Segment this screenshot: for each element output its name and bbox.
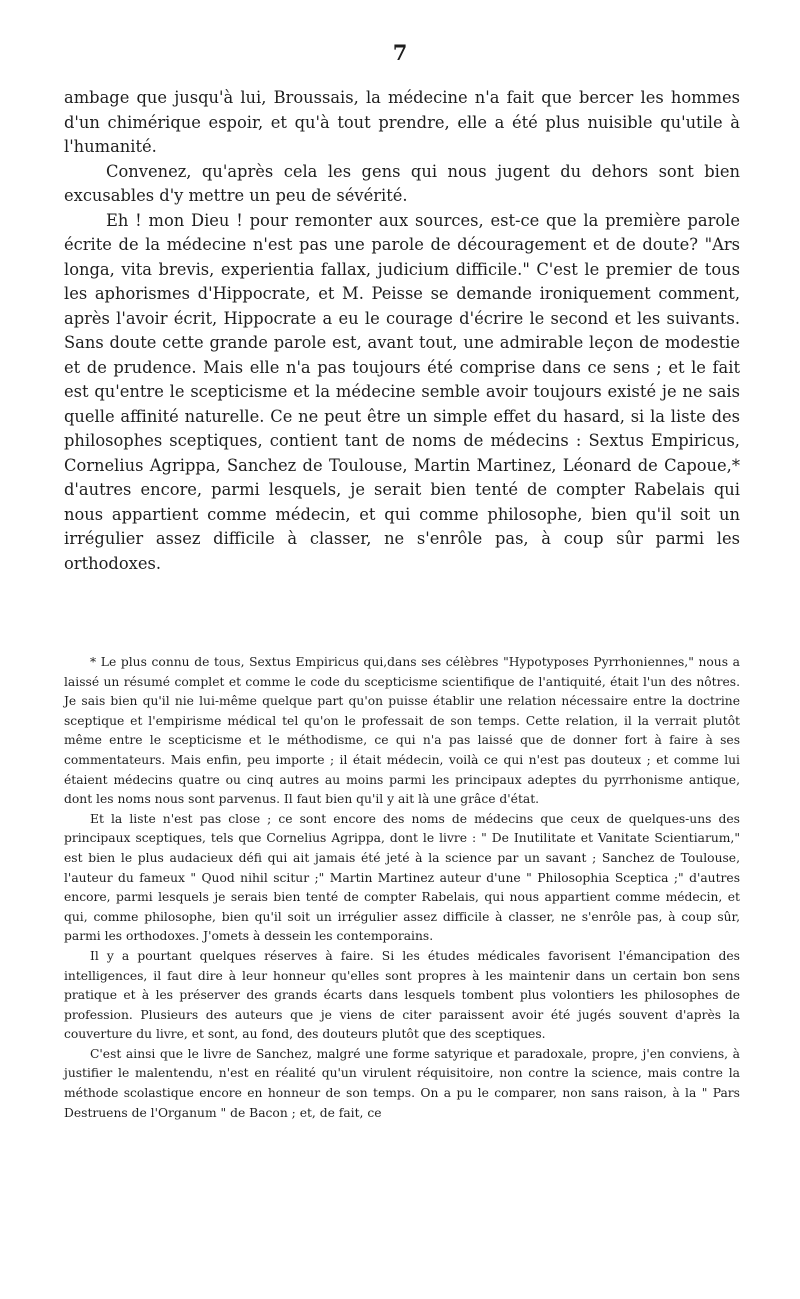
- page-number: 7: [392, 40, 408, 65]
- paragraph: Convenez, qu'après cela les gens qui nous jugent du dehors sont bien excusables d'y mettre un peu de sévérité.: [64, 161, 740, 205]
- footnote-paragraph: Il y a pourtant quelques réserves à faire. Si les études médicales favorisent l'émancipation des intelligences, il faut dire à leur honneur qu'elles sont propres à les maintenir dans un certain bon sens pratique et à les préserver des grands écarts dans lesquels tombent plus volontiers les philosophes de profession. Plusieurs des auteurs que je viens de citer paraissent avoir été jugés souvent d'après la couverture du livre, et sont, au fond, des douteurs plutôt que des sceptiques.: [64, 948, 740, 1042]
- main-text: [64, 86, 740, 576]
- footnote-section: [64, 653, 740, 1123]
- paragraph: ambage que jusqu'à lui, Broussais, la médecine n'a fait que bercer les hommes d'un chimérique espoir, et qu'à tout prendre, elle a été plus nuisible qu'utile à l'humanité.: [64, 88, 740, 156]
- paragraph: Eh ! mon Dieu ! pour remonter aux sources, est-ce que la première parole écrite de la médecine n'est pas une parole de découragement et de doute? "Ars longa, vita brevis, experientia fallax, judicium difficile." C'est le premier de tous les aphorismes d'Hippocrate, et M. Peisse se demande ironiquement comment, après l'avoir écrit, Hippocrate a eu le courage d'écrire le second et les suivants. Sans doute cette grande parole est, avant tout, une admirable leçon de modestie et de prudence. Mais elle n'a pas toujours été comprise dans ce sens ; et le fait est qu'entre le scepticisme et la médecine semble avoir toujours existé je ne sais quelle affinité naturelle. Ce ne peut être un simple effet du hasard, si la liste des philosophes sceptiques, contient tant de noms de médecins : Sextus Empiricus, Cornelius Agrippa, Sanchez de Toulouse, Martin Martinez, Léonard de Capoue,* d'autres encore, parmi lesquels, je serait bien tenté de compter Rabelais qui nous appartient comme médecin, et qui comme philosophe, bien qu'il soit un irrégulier assez difficile à classer, ne s'enrôle pas, à coup sûr parmi les orthodoxes.: [64, 210, 740, 573]
- footnote-paragraph: * Le plus connu de tous, Sextus Empiricus qui,dans ses célèbres "Hypotyposes Pyrrhoniennes," nous a laissé un résumé complet et comme le code du scepticisme scientifique de l'antiquité, était l'un des nôtres. Je sais bien qu'il nie lui-même quelque part qu'on puisse établir une relation nécessaire entre la doctrine sceptique et l'empirisme médical tel qu'on le professait de son temps. Cette relation, il la verrait plutôt même entre le scepticisme et le méthodisme, ce qui n'a pas laissé que de donner fort à faire à ses commentateurs. Mais enfin, peu importe ; il était médecin, voilà ce qui n'est pas douteux ; et comme lui étaient médecins quatre ou cinq autres au moins parmi les principaux adeptes du pyrrhonisme antique, dont les noms nous sont parvenus. Il faut bien qu'il y ait là une grâce d'état.: [64, 655, 740, 807]
- footnote-paragraph: C'est ainsi que le livre de Sanchez, malgré une forme satyrique et paradoxale, propre, j'en conviens, à justifier le malentendu, n'est en réalité qu'un virulent réquisitoire, non contre la science, mais contre la méthode scolastique encore en honneur de son temps. On a pu le comparer, non sans raison, à la " Pars Destruens de l'Organum " de Bacon ; et, de fait, ce: [64, 1046, 740, 1120]
- footnote-paragraph: Et la liste n'est pas close ; ce sont encore des noms de médecins que ceux de quelques-uns des principaux sceptiques, tels que Cornelius Agrippa, dont le livre : " De Inutilitate et Vanitate Scientiarum," est bien le plus audacieux défi qui ait jamais été jeté à la science par un savant ; Sanchez de Toulouse, l'auteur du fameux " Quod nihil scitur ;" Martin Martinez auteur d'une " Philosophia Sceptica ;" d'autres encore, parmi lesquels je serais bien tenté de compter Rabelais, qui nous appartient comme médecin, et qui, comme philosophe, bien qu'il soit un irrégulier assez difficile à classer, ne s'enrôle pas, à coup sûr, parmi les orthodoxes. J'omets à dessein les contemporains.: [64, 811, 740, 944]
